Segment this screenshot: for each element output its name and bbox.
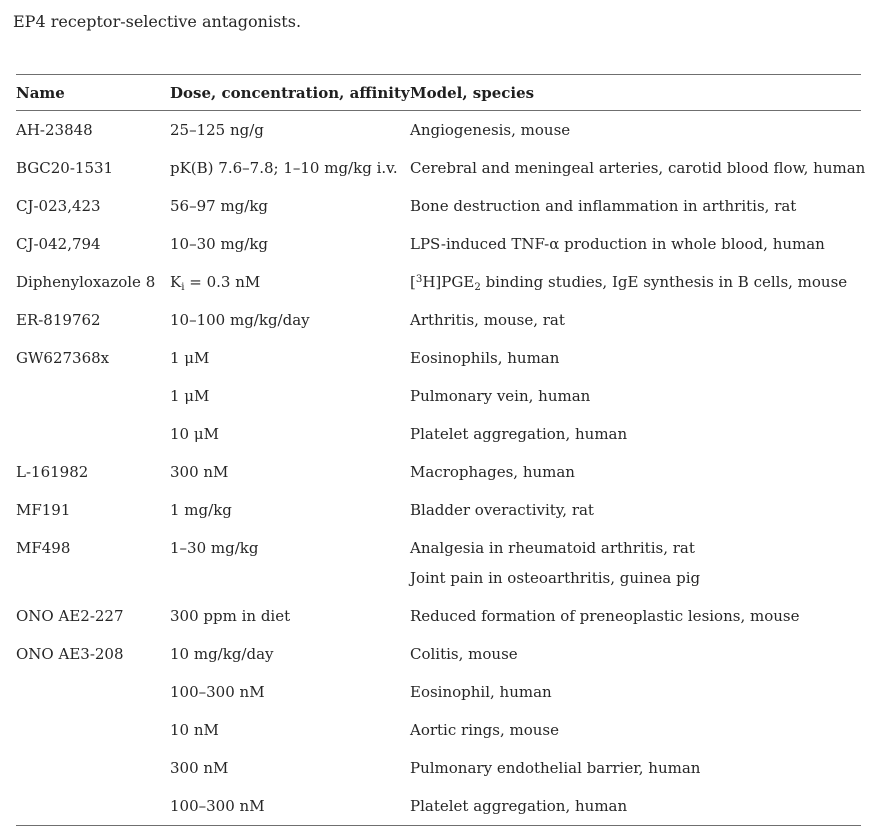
- model-cell: [410, 377, 861, 415]
- name-cell: ER-819762: [16, 311, 101, 329]
- table-row: [16, 635, 861, 673]
- name-cell: [16, 377, 170, 415]
- model-cell: [410, 339, 861, 377]
- model-line: Bladder overactivity, rat: [410, 501, 594, 519]
- name-cell: [16, 787, 170, 826]
- model-cell: [410, 673, 861, 711]
- name-cell: [16, 415, 170, 453]
- name-cell: MF498: [16, 539, 71, 557]
- dose-cell: 300 nM: [170, 463, 229, 481]
- model-line: Platelet aggregation, human: [410, 425, 628, 443]
- table-row: [16, 415, 861, 453]
- dose-cell: 25–125 ng/g: [170, 121, 264, 139]
- model-cell: [410, 415, 861, 453]
- model-cell: [410, 529, 861, 597]
- dose-cell: 300 nM: [170, 759, 229, 777]
- name-cell: L-161982: [16, 463, 89, 481]
- name-cell: GW627368x: [16, 349, 110, 367]
- model-line: $[^3H]PGE_2$ binding studies, IgE synthesis in B cells, mouse: [410, 273, 848, 293]
- name-cell: MF191: [16, 501, 71, 519]
- name-cell: [16, 711, 170, 749]
- dose-cell: 1 mg/kg: [170, 501, 232, 519]
- model-cell: [410, 263, 861, 301]
- name-cell: ONO AE3-208: [16, 645, 124, 663]
- column-header-dose: Dose, concentration, affinity: [170, 75, 410, 111]
- model-cell: [410, 111, 861, 150]
- model-cell: [410, 787, 861, 826]
- model-cell: [410, 711, 861, 749]
- dose-cell: pK(B) 7.6–7.8; 1–10 mg/kg i.v.: [170, 159, 398, 177]
- dose-cell: 10 μM: [170, 425, 219, 443]
- model-line: Joint pain in osteoarthritis, guinea pig: [410, 569, 701, 587]
- model-cell: [410, 301, 861, 339]
- model-cell: [410, 597, 861, 635]
- name-cell: [16, 749, 170, 787]
- model-cell: [410, 635, 861, 673]
- dose-cell: 10 mg/kg/day: [170, 645, 274, 663]
- model-cell: [410, 187, 861, 225]
- model-line: Pulmonary endothelial barrier, human: [410, 759, 701, 777]
- table-row: [16, 453, 861, 491]
- table-row: [16, 187, 861, 225]
- table-row: [16, 301, 861, 339]
- name-cell: CJ-023,423: [16, 197, 101, 215]
- dose-cell: 10–30 mg/kg: [170, 235, 269, 253]
- dose-cell: 100–300 nM: [170, 683, 265, 701]
- model-line: Eosinophil, human: [410, 683, 552, 701]
- table-row: [16, 491, 861, 529]
- table-row: [16, 377, 861, 415]
- model-cell: [410, 225, 861, 263]
- model-line: Bone destruction and inflammation in arthritis, rat: [410, 197, 797, 215]
- column-header-name: Name: [16, 75, 170, 111]
- model-line: Angiogenesis, mouse: [410, 121, 571, 139]
- dose-cell: 300 ppm in diet: [170, 607, 291, 625]
- table-row: [16, 749, 861, 787]
- table-row: [16, 673, 861, 711]
- model-cell: [410, 149, 866, 187]
- dose-cell: $K_i = 0.3$ nM: [170, 273, 261, 293]
- header-row: [16, 75, 861, 111]
- table-row: [16, 339, 861, 377]
- model-line: Pulmonary vein, human: [410, 387, 591, 405]
- table-row: [16, 787, 861, 826]
- dose-cell: 100–300 nM: [170, 797, 265, 815]
- table-row: [16, 263, 861, 301]
- model-line: Eosinophils, human: [410, 349, 560, 367]
- dose-cell: 10–100 mg/kg/day: [170, 311, 310, 329]
- table-row: [16, 711, 861, 749]
- model-cell: [410, 453, 861, 491]
- table-row: [16, 529, 861, 597]
- name-cell: BGC20-1531: [16, 159, 114, 177]
- antagonists-table: [16, 74, 866, 826]
- model-line: Arthritis, mouse, rat: [410, 311, 565, 329]
- table-row: [16, 111, 861, 150]
- name-cell: ONO AE2-227: [16, 607, 124, 625]
- model-line: LPS-induced TNF-α production in whole blood, human: [410, 235, 825, 253]
- model-line: Aortic rings, mouse: [410, 721, 559, 739]
- model-line: Cerebral and meningeal arteries, carotid blood flow, human: [410, 159, 866, 177]
- model-line: Platelet aggregation, human: [410, 797, 628, 815]
- model-line: Analgesia in rheumatoid arthritis, rat: [410, 539, 695, 557]
- table-header: [16, 75, 861, 111]
- dose-cell: 10 nM: [170, 721, 219, 739]
- model-cell: [410, 491, 861, 529]
- dose-cell: 1 μM: [170, 387, 210, 405]
- dose-cell: 1–30 mg/kg: [170, 539, 259, 557]
- model-cell: [410, 749, 861, 787]
- name-cell: CJ-042,794: [16, 235, 101, 253]
- table-row: [16, 149, 861, 187]
- model-line: Macrophages, human: [410, 463, 575, 481]
- name-cell: AH-23848: [16, 121, 93, 139]
- dose-cell: 56–97 mg/kg: [170, 197, 269, 215]
- dose-cell: 1 μM: [170, 349, 210, 367]
- table-row: [16, 597, 861, 635]
- model-line: Reduced formation of preneoplastic lesions, mouse: [410, 607, 800, 625]
- table-row: [16, 225, 861, 263]
- column-header-model: Model, species: [410, 75, 861, 111]
- name-cell: [16, 673, 170, 711]
- table-caption: EP4 receptor-selective antagonists.: [13, 12, 302, 31]
- name-cell: Diphenyloxazole 8: [16, 273, 156, 291]
- model-line: Colitis, mouse: [410, 645, 518, 663]
- table-body: [16, 111, 866, 826]
